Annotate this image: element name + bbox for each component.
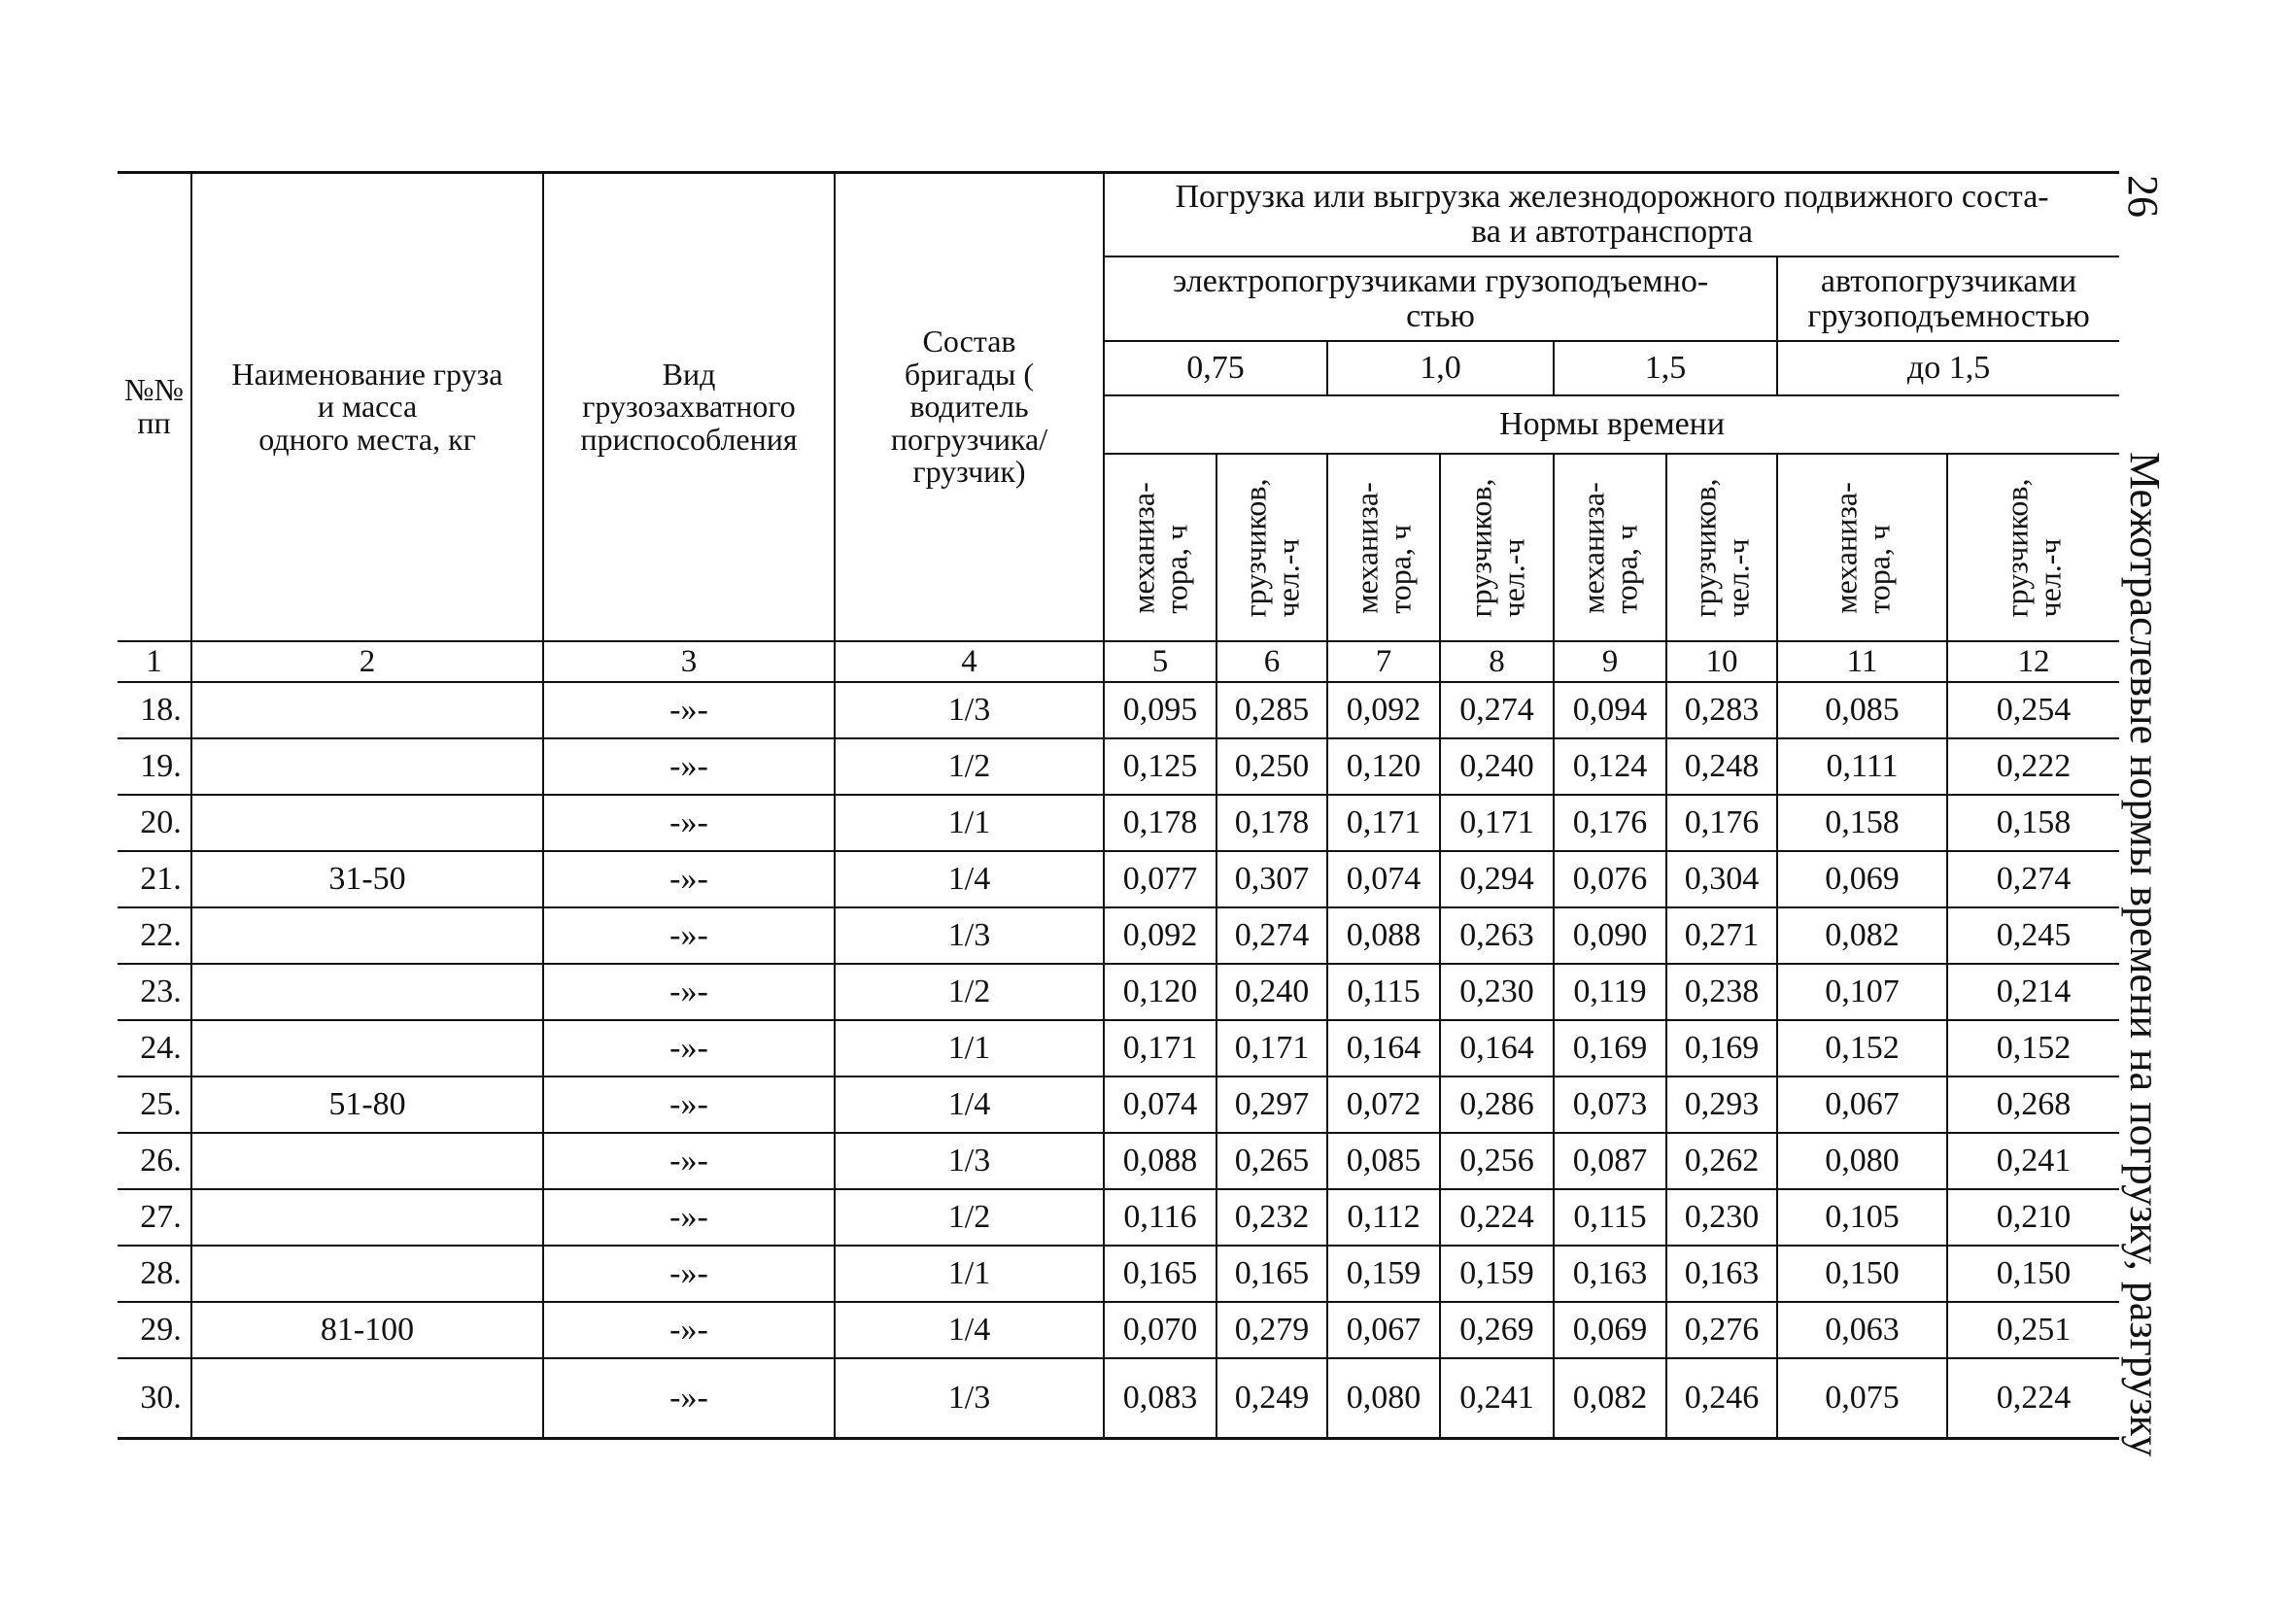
column-number: 9 <box>1554 641 1666 682</box>
norm-value-cell: 0,169 <box>1666 1020 1777 1076</box>
crew-cell: 1/4 <box>835 1076 1104 1133</box>
row-number-cell: 22. <box>118 907 191 964</box>
norm-value-cell: 0,074 <box>1327 851 1440 907</box>
norm-value-cell: 0,069 <box>1777 851 1947 907</box>
header-loader-hours: грузчиков, чел.-ч <box>1947 454 2119 641</box>
norm-value-cell: 0,176 <box>1666 795 1777 851</box>
row-number-cell: 20. <box>118 795 191 851</box>
header-cargo: Наименование груза и масса одного места, кг <box>191 173 543 642</box>
column-number: 8 <box>1440 641 1554 682</box>
norm-value-cell: 0,297 <box>1217 1076 1327 1133</box>
table-row <box>118 1020 2119 1076</box>
column-number: 7 <box>1327 641 1440 682</box>
crew-cell: 1/1 <box>835 1246 1104 1302</box>
norm-value-cell: 0,115 <box>1554 1189 1666 1246</box>
norm-value-cell: 0,082 <box>1554 1358 1666 1439</box>
header-loader-hours: грузчиков, чел.-ч <box>1666 454 1777 641</box>
norm-value-cell: 0,165 <box>1104 1246 1217 1302</box>
cargo-mass-cell <box>191 738 543 795</box>
norm-value-cell: 0,107 <box>1777 964 1947 1020</box>
crew-cell: 1/4 <box>835 1302 1104 1358</box>
norm-value-cell: 0,063 <box>1777 1302 1947 1358</box>
norm-value-cell: 0,164 <box>1440 1020 1554 1076</box>
cargo-mass-cell: 31-50 <box>191 851 543 907</box>
device-cell: -»- <box>543 1020 835 1076</box>
norm-value-cell: 0,178 <box>1104 795 1217 851</box>
header-loader-hours: грузчиков, чел.-ч <box>1440 454 1554 641</box>
device-cell: -»- <box>543 964 835 1020</box>
table-row <box>118 1076 2119 1133</box>
crew-cell: 1/3 <box>835 682 1104 738</box>
norm-value-cell: 0,274 <box>1440 682 1554 738</box>
cargo-mass-cell <box>191 1246 543 1302</box>
norm-value-cell: 0,152 <box>1947 1020 2119 1076</box>
norm-value-cell: 0,274 <box>1947 851 2119 907</box>
header-capacity-15: 1,5 <box>1554 341 1777 395</box>
crew-cell: 1/1 <box>835 795 1104 851</box>
norm-value-cell: 0,150 <box>1777 1246 1947 1302</box>
norm-value-cell: 0,067 <box>1777 1076 1947 1133</box>
norm-value-cell: 0,075 <box>1777 1358 1947 1439</box>
norm-value-cell: 0,150 <box>1947 1246 2119 1302</box>
norm-value-cell: 0,249 <box>1217 1358 1327 1439</box>
cargo-mass-cell <box>191 907 543 964</box>
table-row <box>118 1133 2119 1189</box>
norm-value-cell: 0,164 <box>1327 1020 1440 1076</box>
norm-value-cell: 0,232 <box>1217 1189 1327 1246</box>
header-capacity-auto: до 1,5 <box>1777 341 2119 395</box>
norm-value-cell: 0,074 <box>1104 1076 1217 1133</box>
device-cell: -»- <box>543 1133 835 1189</box>
norm-value-cell: 0,088 <box>1327 907 1440 964</box>
crew-cell: 1/3 <box>835 907 1104 964</box>
cargo-mass-cell <box>191 1020 543 1076</box>
table-row <box>118 795 2119 851</box>
norm-value-cell: 0,171 <box>1440 795 1554 851</box>
norm-value-cell: 0,085 <box>1327 1133 1440 1189</box>
norm-value-cell: 0,304 <box>1666 851 1777 907</box>
table-body <box>118 682 2119 1439</box>
table-row <box>118 1246 2119 1302</box>
norm-value-cell: 0,214 <box>1947 964 2119 1020</box>
header-operation: Погрузка или выгрузка железнодорожного подвижного соста- ва и автотранспорта <box>1104 173 2119 257</box>
norm-value-cell: 0,092 <box>1104 907 1217 964</box>
norm-value-cell: 0,152 <box>1777 1020 1947 1076</box>
row-number-cell: 26. <box>118 1133 191 1189</box>
norm-value-cell: 0,293 <box>1666 1076 1777 1133</box>
column-number: 5 <box>1104 641 1217 682</box>
norm-value-cell: 0,245 <box>1947 907 2119 964</box>
device-cell: -»- <box>543 1358 835 1439</box>
norm-value-cell: 0,169 <box>1554 1020 1666 1076</box>
device-cell: -»- <box>543 738 835 795</box>
header-device: Вид грузозахватного приспособления <box>543 173 835 642</box>
norm-value-cell: 0,080 <box>1327 1358 1440 1439</box>
norm-value-cell: 0,069 <box>1554 1302 1666 1358</box>
header-loader-hours: грузчиков, чел.-ч <box>1217 454 1327 641</box>
norm-value-cell: 0,262 <box>1666 1133 1777 1189</box>
crew-cell: 1/4 <box>835 851 1104 907</box>
row-number-cell: 18. <box>118 682 191 738</box>
column-numbers-row <box>118 641 2119 682</box>
device-cell: -»- <box>543 1076 835 1133</box>
column-number: 3 <box>543 641 835 682</box>
norm-value-cell: 0,080 <box>1777 1133 1947 1189</box>
header-capacity-075: 0,75 <box>1104 341 1327 395</box>
row-number-cell: 24. <box>118 1020 191 1076</box>
crew-cell: 1/3 <box>835 1133 1104 1189</box>
norm-value-cell: 0,256 <box>1440 1133 1554 1189</box>
column-number: 12 <box>1947 641 2119 682</box>
norm-value-cell: 0,178 <box>1217 795 1327 851</box>
norm-value-cell: 0,240 <box>1440 738 1554 795</box>
column-number: 6 <box>1217 641 1327 682</box>
table-row <box>118 851 2119 907</box>
device-cell: -»- <box>543 1246 835 1302</box>
norm-value-cell: 0,083 <box>1104 1358 1217 1439</box>
column-number: 4 <box>835 641 1104 682</box>
header-crew: Состав бригады ( водитель погрузчика/ грузчик) <box>835 173 1104 642</box>
norm-value-cell: 0,283 <box>1666 682 1777 738</box>
header-mech-hours: механиза- тора, ч <box>1777 454 1947 641</box>
norm-value-cell: 0,285 <box>1217 682 1327 738</box>
norm-value-cell: 0,163 <box>1666 1246 1777 1302</box>
row-number-cell: 19. <box>118 738 191 795</box>
column-number: 10 <box>1666 641 1777 682</box>
norm-value-cell: 0,241 <box>1947 1133 2119 1189</box>
norm-value-cell: 0,240 <box>1217 964 1327 1020</box>
cargo-mass-cell: 81-100 <box>191 1302 543 1358</box>
device-cell: -»- <box>543 795 835 851</box>
norm-value-cell: 0,176 <box>1554 795 1666 851</box>
norm-value-cell: 0,238 <box>1666 964 1777 1020</box>
table-row <box>118 907 2119 964</box>
norm-value-cell: 0,092 <box>1327 682 1440 738</box>
device-cell: -»- <box>543 851 835 907</box>
device-cell: -»- <box>543 907 835 964</box>
norm-value-cell: 0,159 <box>1327 1246 1440 1302</box>
norm-value-cell: 0,224 <box>1947 1358 2119 1439</box>
norm-value-cell: 0,120 <box>1104 964 1217 1020</box>
norm-value-cell: 0,105 <box>1777 1189 1947 1246</box>
norm-value-cell: 0,210 <box>1947 1189 2119 1246</box>
table-row <box>118 1302 2119 1358</box>
norm-value-cell: 0,116 <box>1104 1189 1217 1246</box>
norm-value-cell: 0,087 <box>1554 1133 1666 1189</box>
norm-value-cell: 0,125 <box>1104 738 1217 795</box>
time-norms-table <box>118 171 2119 1440</box>
crew-cell: 1/3 <box>835 1358 1104 1439</box>
row-number-cell: 25. <box>118 1076 191 1133</box>
norm-value-cell: 0,274 <box>1217 907 1327 964</box>
crew-cell: 1/1 <box>835 1020 1104 1076</box>
crew-cell: 1/2 <box>835 738 1104 795</box>
cargo-mass-cell <box>191 1189 543 1246</box>
norm-value-cell: 0,251 <box>1947 1302 2119 1358</box>
row-number-cell: 30. <box>118 1358 191 1439</box>
norm-value-cell: 0,230 <box>1440 964 1554 1020</box>
norm-value-cell: 0,124 <box>1554 738 1666 795</box>
crew-cell: 1/2 <box>835 1189 1104 1246</box>
norm-value-cell: 0,224 <box>1440 1189 1554 1246</box>
header-time-norms: Нормы времени <box>1104 395 2119 454</box>
norm-value-cell: 0,286 <box>1440 1076 1554 1133</box>
cargo-mass-cell <box>191 682 543 738</box>
cargo-mass-cell <box>191 795 543 851</box>
norm-value-cell: 0,250 <box>1217 738 1327 795</box>
norm-value-cell: 0,067 <box>1327 1302 1440 1358</box>
norm-value-cell: 0,158 <box>1947 795 2119 851</box>
norm-value-cell: 0,265 <box>1217 1133 1327 1189</box>
row-number-cell: 23. <box>118 964 191 1020</box>
norm-value-cell: 0,171 <box>1217 1020 1327 1076</box>
norm-value-cell: 0,090 <box>1554 907 1666 964</box>
table-row <box>118 1358 2119 1439</box>
norm-value-cell: 0,076 <box>1554 851 1666 907</box>
cargo-mass-cell <box>191 1133 543 1189</box>
norm-value-cell: 0,077 <box>1104 851 1217 907</box>
norm-value-cell: 0,094 <box>1554 682 1666 738</box>
norm-value-cell: 0,268 <box>1947 1076 2119 1133</box>
column-number: 11 <box>1777 641 1947 682</box>
norm-value-cell: 0,254 <box>1947 682 2119 738</box>
norm-value-cell: 0,112 <box>1327 1189 1440 1246</box>
norm-value-cell: 0,276 <box>1666 1302 1777 1358</box>
norm-value-cell: 0,294 <box>1440 851 1554 907</box>
row-number-cell: 29. <box>118 1302 191 1358</box>
table-row <box>118 682 2119 738</box>
norm-value-cell: 0,120 <box>1327 738 1440 795</box>
page-number: 26 <box>2119 175 2167 218</box>
norm-value-cell: 0,158 <box>1777 795 1947 851</box>
running-title: Межотраслевые нормы времени на погрузку, разгрузку <box>2121 452 2169 1457</box>
cargo-mass-cell: 51-80 <box>191 1076 543 1133</box>
header-electro-loaders: электропогрузчиками грузоподъемно- стью <box>1104 256 1777 341</box>
norm-value-cell: 0,263 <box>1440 907 1554 964</box>
norm-value-cell: 0,073 <box>1554 1076 1666 1133</box>
header-mech-hours: механиза- тора, ч <box>1327 454 1440 641</box>
row-number-cell: 27. <box>118 1189 191 1246</box>
norm-value-cell: 0,222 <box>1947 738 2119 795</box>
norm-value-cell: 0,248 <box>1666 738 1777 795</box>
norm-value-cell: 0,271 <box>1666 907 1777 964</box>
norm-value-cell: 0,082 <box>1777 907 1947 964</box>
column-number: 1 <box>118 641 191 682</box>
norm-value-cell: 0,088 <box>1104 1133 1217 1189</box>
device-cell: -»- <box>543 1189 835 1246</box>
header-capacity-10: 1,0 <box>1327 341 1554 395</box>
norm-value-cell: 0,269 <box>1440 1302 1554 1358</box>
table-row <box>118 964 2119 1020</box>
header-auto-loaders: автопогрузчиками грузоподъемностью <box>1777 256 2119 341</box>
norm-value-cell: 0,307 <box>1217 851 1327 907</box>
norm-value-cell: 0,159 <box>1440 1246 1554 1302</box>
norm-value-cell: 0,072 <box>1327 1076 1440 1133</box>
norm-value-cell: 0,111 <box>1777 738 1947 795</box>
header-mech-hours: механиза- тора, ч <box>1104 454 1217 641</box>
norm-value-cell: 0,165 <box>1217 1246 1327 1302</box>
cargo-mass-cell <box>191 1358 543 1439</box>
norm-value-cell: 0,085 <box>1777 682 1947 738</box>
column-number: 2 <box>191 641 543 682</box>
header-num: №№ пп <box>118 173 191 642</box>
device-cell: -»- <box>543 682 835 738</box>
norm-value-cell: 0,171 <box>1327 795 1440 851</box>
table-row <box>118 738 2119 795</box>
norm-value-cell: 0,095 <box>1104 682 1217 738</box>
norm-value-cell: 0,230 <box>1666 1189 1777 1246</box>
norm-value-cell: 0,279 <box>1217 1302 1327 1358</box>
norm-value-cell: 0,171 <box>1104 1020 1217 1076</box>
table-row <box>118 1189 2119 1246</box>
norm-value-cell: 0,115 <box>1327 964 1440 1020</box>
running-header <box>2119 175 2181 1457</box>
row-number-cell: 28. <box>118 1246 191 1302</box>
norm-value-cell: 0,163 <box>1554 1246 1666 1302</box>
device-cell: -»- <box>543 1302 835 1358</box>
norm-value-cell: 0,246 <box>1666 1358 1777 1439</box>
norm-value-cell: 0,070 <box>1104 1302 1217 1358</box>
row-number-cell: 21. <box>118 851 191 907</box>
norm-value-cell: 0,241 <box>1440 1358 1554 1439</box>
cargo-mass-cell <box>191 964 543 1020</box>
norm-value-cell: 0,119 <box>1554 964 1666 1020</box>
header-mech-hours: механиза- тора, ч <box>1554 454 1666 641</box>
crew-cell: 1/2 <box>835 964 1104 1020</box>
